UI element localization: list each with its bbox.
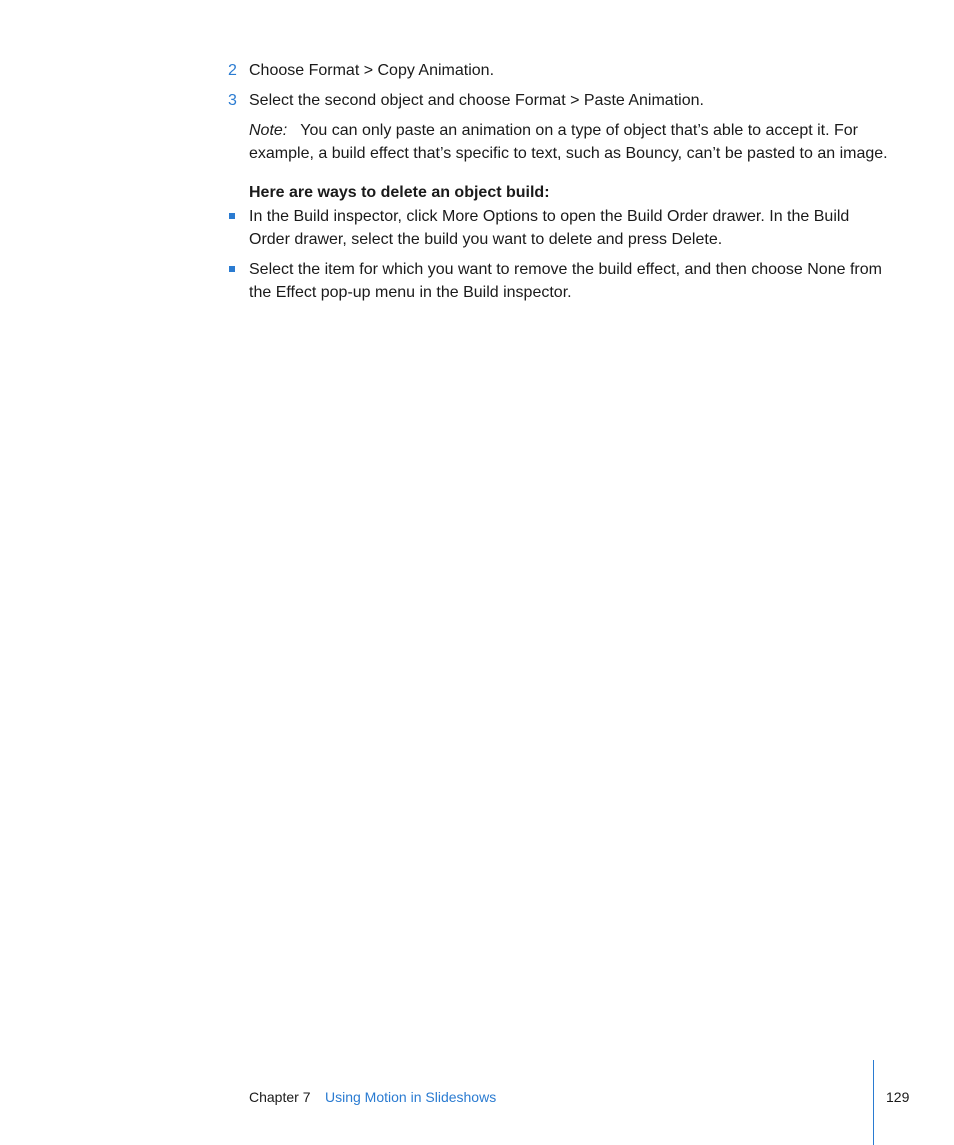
step-text: Choose Format > Copy Animation. bbox=[249, 62, 495, 79]
footer-chapter-title: Using Motion in Slideshows bbox=[325, 1089, 497, 1105]
footer-chapter: Chapter 7 bbox=[249, 1089, 311, 1105]
note-label: Note: bbox=[249, 122, 288, 139]
bullet-text: In the Build inspector, click More Options to open the Build Order drawer. In the Build Order drawer, select the build you want to delete and press Delete. bbox=[249, 208, 850, 248]
footer-divider bbox=[873, 1060, 874, 1145]
note-text: You can only paste an animation on a type of object that’s able to accept it. For example, a build effect that’s specific to text, such as Bouncy, can’t be pasted to an image. bbox=[249, 122, 888, 162]
bullet-square-icon bbox=[229, 266, 235, 272]
lead-in-heading: Here are ways to delete an object build: bbox=[249, 184, 550, 201]
note-paragraph bbox=[249, 119, 889, 165]
step-text: Select the second object and choose Format > Paste Animation. bbox=[249, 92, 704, 109]
bullet-square-icon bbox=[229, 213, 235, 219]
page-number: 129 bbox=[886, 1089, 910, 1105]
bullet-text: Select the item for which you want to remove the build effect, and then choose None from the Effect pop-up menu in the Build inspector. bbox=[249, 261, 882, 301]
step-number: 2 bbox=[228, 62, 237, 79]
step-number: 3 bbox=[228, 92, 237, 109]
